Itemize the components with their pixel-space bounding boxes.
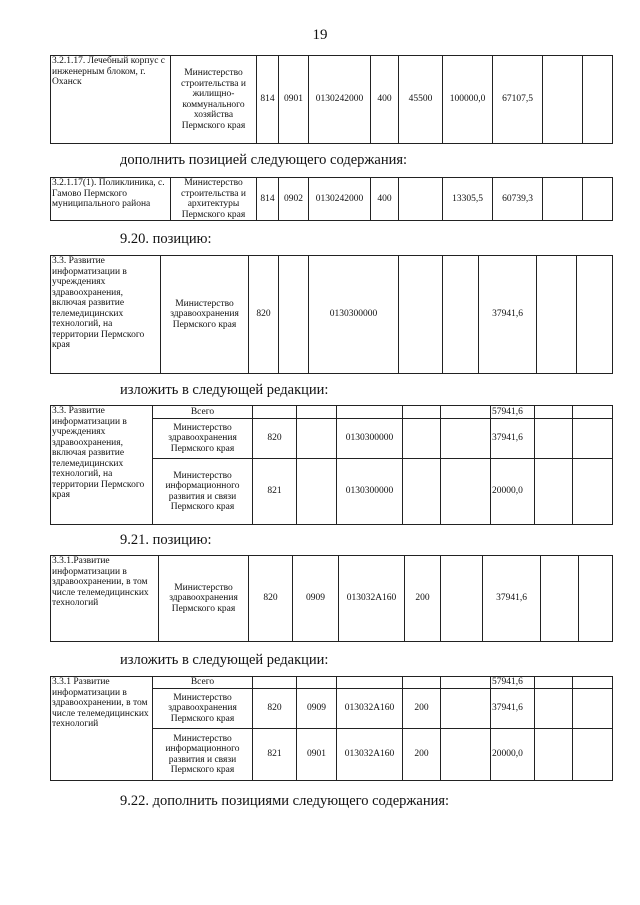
empty-cell	[535, 677, 573, 689]
code-cell: 013032А160	[339, 556, 405, 642]
code-cell: 013032А160	[337, 689, 403, 729]
code-cell: 400	[371, 56, 399, 144]
empty-cell	[297, 406, 337, 419]
caption-4: 9.21. позицию:	[120, 532, 212, 548]
value-cell: 20000,0	[491, 729, 535, 781]
position-name: 3.3. Развитие информатизации в учреждениях здравоохранения, включая развитие телемедицинских технологий, на территории Пермского края	[51, 256, 161, 374]
empty-cell	[579, 556, 613, 642]
total-value: 57941,6	[491, 406, 535, 419]
empty-cell	[297, 459, 337, 525]
empty-cell	[573, 677, 613, 689]
value-cell: 67107,5	[493, 56, 543, 144]
total-value: 57941,6	[491, 677, 535, 689]
empty-cell	[535, 459, 573, 525]
empty-cell	[535, 406, 573, 419]
empty-cell	[253, 677, 297, 689]
empty-cell	[399, 178, 443, 221]
org-name: Министерство здравоохранения Пермского края	[161, 256, 249, 374]
code-cell: 0130242000	[309, 56, 371, 144]
code-cell: 0909	[297, 689, 337, 729]
table-position-3-3	[50, 255, 613, 374]
empty-cell	[441, 419, 491, 459]
code-cell: 0901	[279, 56, 309, 144]
empty-cell	[573, 459, 613, 525]
code-cell: 821	[253, 459, 297, 525]
empty-cell	[535, 729, 573, 781]
value-cell: 100000,0	[443, 56, 493, 144]
position-name: 3.2.1.17(1). Поликлиника, с. Гамово Пермского муниципального района	[51, 178, 171, 221]
value-cell: 13305,5	[443, 178, 493, 221]
empty-cell	[403, 406, 441, 419]
value-cell: 37941,6	[479, 256, 537, 374]
empty-cell	[573, 419, 613, 459]
empty-cell	[573, 729, 613, 781]
value-cell: 60739,3	[493, 178, 543, 221]
code-cell: 814	[257, 178, 279, 221]
empty-cell	[573, 689, 613, 729]
value-cell: 37941,6	[483, 556, 541, 642]
table-position-3-2-1-17	[50, 55, 613, 144]
empty-cell	[297, 419, 337, 459]
page-number: 19	[312, 27, 328, 43]
org-name: Министерство строительства и архитектуры Пермского края	[171, 178, 257, 221]
empty-cell	[403, 419, 441, 459]
value-cell: 20000,0	[491, 459, 535, 525]
empty-cell	[441, 677, 491, 689]
total-label: Всего	[153, 406, 253, 419]
empty-cell	[441, 556, 483, 642]
empty-cell	[399, 256, 443, 374]
caption-1: дополнить позицией следующего содержания:	[120, 152, 408, 168]
table-position-3-2-1-17-1	[50, 177, 613, 221]
empty-cell	[279, 256, 309, 374]
code-cell: 0130300000	[309, 256, 399, 374]
code-cell: 0909	[293, 556, 339, 642]
org-name: Министерство информационного развития и связи Пермского края	[153, 459, 253, 525]
code-cell: 0130300000	[337, 459, 403, 525]
code-cell: 400	[371, 178, 399, 221]
empty-cell	[253, 406, 297, 419]
position-name: 3.3.1.Развитие информатизации в здравоохранении, в том числе телемедицинских технологий	[51, 556, 159, 642]
caption-6: 9.22. дополнить позициями следующего содержания:	[120, 793, 450, 809]
value-cell: 37941,6	[491, 419, 535, 459]
value-cell: 37941,6	[491, 689, 535, 729]
empty-cell	[535, 419, 573, 459]
code-cell: 821	[253, 729, 297, 781]
code-cell: 0130300000	[337, 419, 403, 459]
empty-cell	[577, 256, 613, 374]
empty-cell	[573, 406, 613, 419]
org-name: Министерство здравоохранения Пермского края	[153, 689, 253, 729]
empty-cell	[297, 677, 337, 689]
org-name: Министерство информационного развития и связи Пермского края	[153, 729, 253, 781]
empty-cell	[583, 178, 613, 221]
position-name: 3.2.1.17. Лечебный корпус с инженерным блоком, г. Оханск	[51, 56, 171, 144]
code-cell: 820	[253, 419, 297, 459]
empty-cell	[541, 556, 579, 642]
empty-cell	[337, 677, 403, 689]
empty-cell	[441, 459, 491, 525]
empty-cell	[441, 729, 491, 781]
code-cell: 820	[249, 256, 279, 374]
code-cell: 0901	[297, 729, 337, 781]
org-name: Министерство здравоохранения Пермского края	[159, 556, 249, 642]
empty-cell	[583, 56, 613, 144]
caption-2: 9.20. позицию:	[120, 231, 212, 247]
empty-cell	[543, 56, 583, 144]
empty-cell	[537, 256, 577, 374]
empty-cell	[403, 677, 441, 689]
org-name: Министерство строительства и жилищно-коммунального хозяйства Пермского края	[171, 56, 257, 144]
code-cell: 200	[405, 556, 441, 642]
code-cell: 200	[403, 729, 441, 781]
org-name: Министерство здравоохранения Пермского края	[153, 419, 253, 459]
empty-cell	[441, 689, 491, 729]
total-label: Всего	[153, 677, 253, 689]
empty-cell	[443, 256, 479, 374]
empty-cell	[403, 459, 441, 525]
code-cell: 820	[249, 556, 293, 642]
empty-cell	[441, 406, 491, 419]
empty-cell	[535, 689, 573, 729]
code-cell: 200	[403, 689, 441, 729]
table-position-3-3-1-new	[50, 676, 613, 781]
code-cell: 013032А160	[337, 729, 403, 781]
table-position-3-3-1	[50, 555, 613, 642]
caption-5: изложить в следующей редакции:	[120, 652, 329, 668]
code-cell: 0130242000	[309, 178, 371, 221]
empty-cell	[543, 178, 583, 221]
position-name: 3.3. Развитие информатизации в учреждениях здравоохранения, включая развитие телемедицинских технологий, на территории Пермского края	[51, 406, 153, 525]
code-cell: 814	[257, 56, 279, 144]
position-name: 3.3.1 Развитие информатизации в здравоохранении, в том числе телемедицинских технологий	[51, 677, 153, 781]
value-cell: 45500	[399, 56, 443, 144]
code-cell: 820	[253, 689, 297, 729]
table-position-3-3-new	[50, 405, 613, 525]
empty-cell	[337, 406, 403, 419]
code-cell: 0902	[279, 178, 309, 221]
caption-3: изложить в следующей редакции:	[120, 382, 329, 398]
